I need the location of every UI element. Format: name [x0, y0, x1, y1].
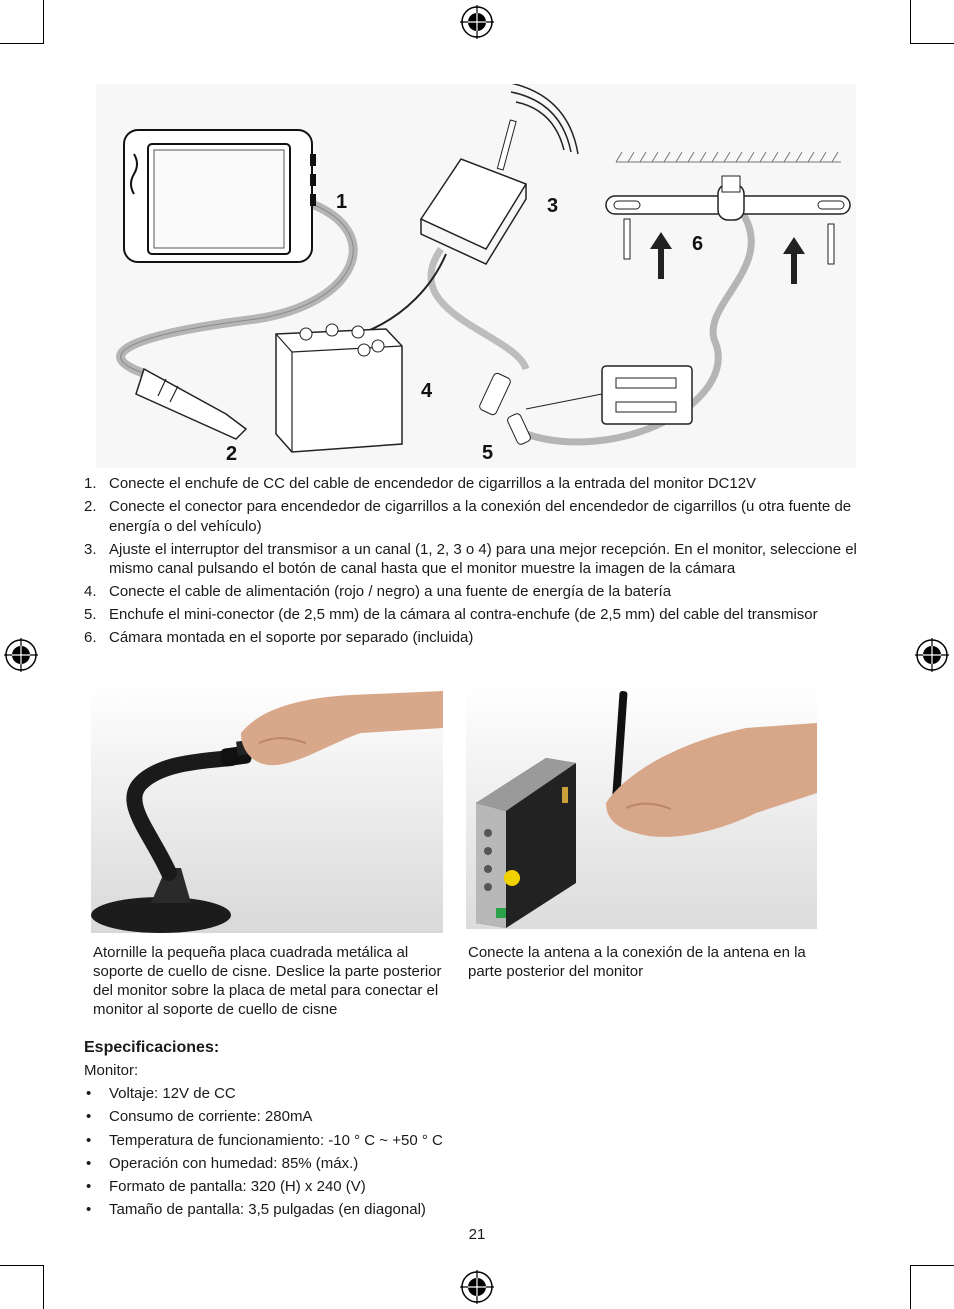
- registration-mark-icon: [4, 638, 38, 672]
- bullet: •: [86, 1201, 92, 1219]
- list-item: [84, 1154, 443, 1173]
- list-item: [84, 1177, 443, 1196]
- specifications-heading: Especificaciones:: [84, 1039, 220, 1056]
- bullet: •: [86, 1178, 92, 1196]
- list-item: [84, 628, 884, 648]
- battery: [276, 324, 402, 452]
- list-item: [84, 605, 884, 625]
- list-item: [84, 1200, 443, 1219]
- list-item: [84, 540, 884, 579]
- registration-mark-icon: [460, 5, 494, 39]
- antenna-photo: [466, 683, 817, 929]
- diagram-label: 3: [547, 195, 559, 217]
- spec-text: Tamaño de pantalla: 3,5 pulgadas (en diagonal): [109, 1201, 426, 1219]
- step-text: Cámara montada en el soporte por separado (incluida): [109, 629, 474, 646]
- step-number: 6.: [84, 629, 97, 646]
- specifications-subheading: Monitor:: [84, 1062, 139, 1079]
- monitor: [124, 130, 316, 262]
- registration-mark-icon: [915, 638, 949, 672]
- step-number: 5.: [84, 606, 97, 623]
- diagram-label: 5: [482, 442, 494, 464]
- crop-mark: [910, 43, 954, 44]
- crop-mark: [0, 1265, 44, 1266]
- bullet: •: [86, 1108, 92, 1126]
- crop-mark: [910, 1265, 911, 1309]
- spec-text: Temperatura de funcionamiento: -10 ° C ~ +50 ° C: [109, 1131, 443, 1149]
- step-number: 1.: [84, 475, 97, 492]
- crop-mark: [910, 1265, 954, 1266]
- specifications-list: [84, 1084, 443, 1224]
- spec-text: Formato de pantalla: 320 (H) x 240 (V): [109, 1178, 366, 1196]
- step-text: Conecte el enchufe de CC del cable de encendedor de cigarrillos a la entrada del monitor DC12V: [109, 475, 757, 492]
- step-number: 4.: [84, 583, 97, 600]
- list-item: [84, 1084, 443, 1103]
- registration-mark-icon: [460, 1270, 494, 1304]
- list-item: [84, 1131, 443, 1150]
- step-text: Enchufe el mini-conector (de 2,5 mm) de la cámara al contra-enchufe (de 2,5 mm) del cable del transmisor: [109, 606, 818, 623]
- step-number: 2.: [84, 498, 97, 515]
- step-text: Conecte el cable de alimentación (rojo / negro) a una fuente de energía de la batería: [109, 583, 672, 600]
- step-number: 3.: [84, 540, 97, 558]
- diagram-label: 1: [336, 191, 348, 213]
- list-item: [84, 582, 884, 602]
- photo-caption-left: Atornille la pequeña placa cuadrada metálica al soporte de cuello de cisne. Deslice la parte posterior del monitor sobre la placa de metal para conectar el monitor al soporte de cuello de cisne: [93, 944, 442, 1018]
- photo-caption-right: Conecte la antena a la conexión de la antena en la parte posterior del monitor: [468, 944, 806, 980]
- list-item: [84, 497, 884, 536]
- step-text: Ajuste el interruptor del transmisor a un canal (1, 2, 3 o 4) para una mejor recepción. En el monitor, seleccione el mismo canal pulsando el botón de canal hasta que el monitor muestre la imagen de la cámara: [109, 540, 857, 577]
- diagram-label: 2: [226, 443, 238, 465]
- spec-text: Consumo de corriente: 280mA: [109, 1108, 313, 1126]
- diagram-label: 4: [421, 380, 433, 402]
- page-number: 21: [468, 1226, 486, 1243]
- spec-text: Operación con humedad: 85% (máx.): [109, 1154, 359, 1172]
- bullet: •: [86, 1131, 92, 1149]
- crop-mark: [43, 0, 44, 44]
- bullet: •: [86, 1085, 92, 1102]
- installation-diagram: [96, 84, 856, 468]
- installation-steps: [84, 474, 884, 651]
- list-item: [84, 474, 884, 494]
- diagram-label: 6: [692, 233, 704, 255]
- step-text: Conecte el conector para encendedor de cigarrillos a la conexión del encendedor de cigarrillos (u otra fuente de energía o del vehículo): [109, 498, 852, 535]
- gooseneck-mount-photo: [91, 683, 443, 933]
- list-item: [84, 1107, 443, 1126]
- spec-text: Voltaje: 12V de CC: [109, 1085, 236, 1102]
- crop-mark: [0, 43, 44, 44]
- crop-mark: [43, 1265, 44, 1309]
- bullet: •: [86, 1154, 92, 1172]
- crop-mark: [910, 0, 911, 44]
